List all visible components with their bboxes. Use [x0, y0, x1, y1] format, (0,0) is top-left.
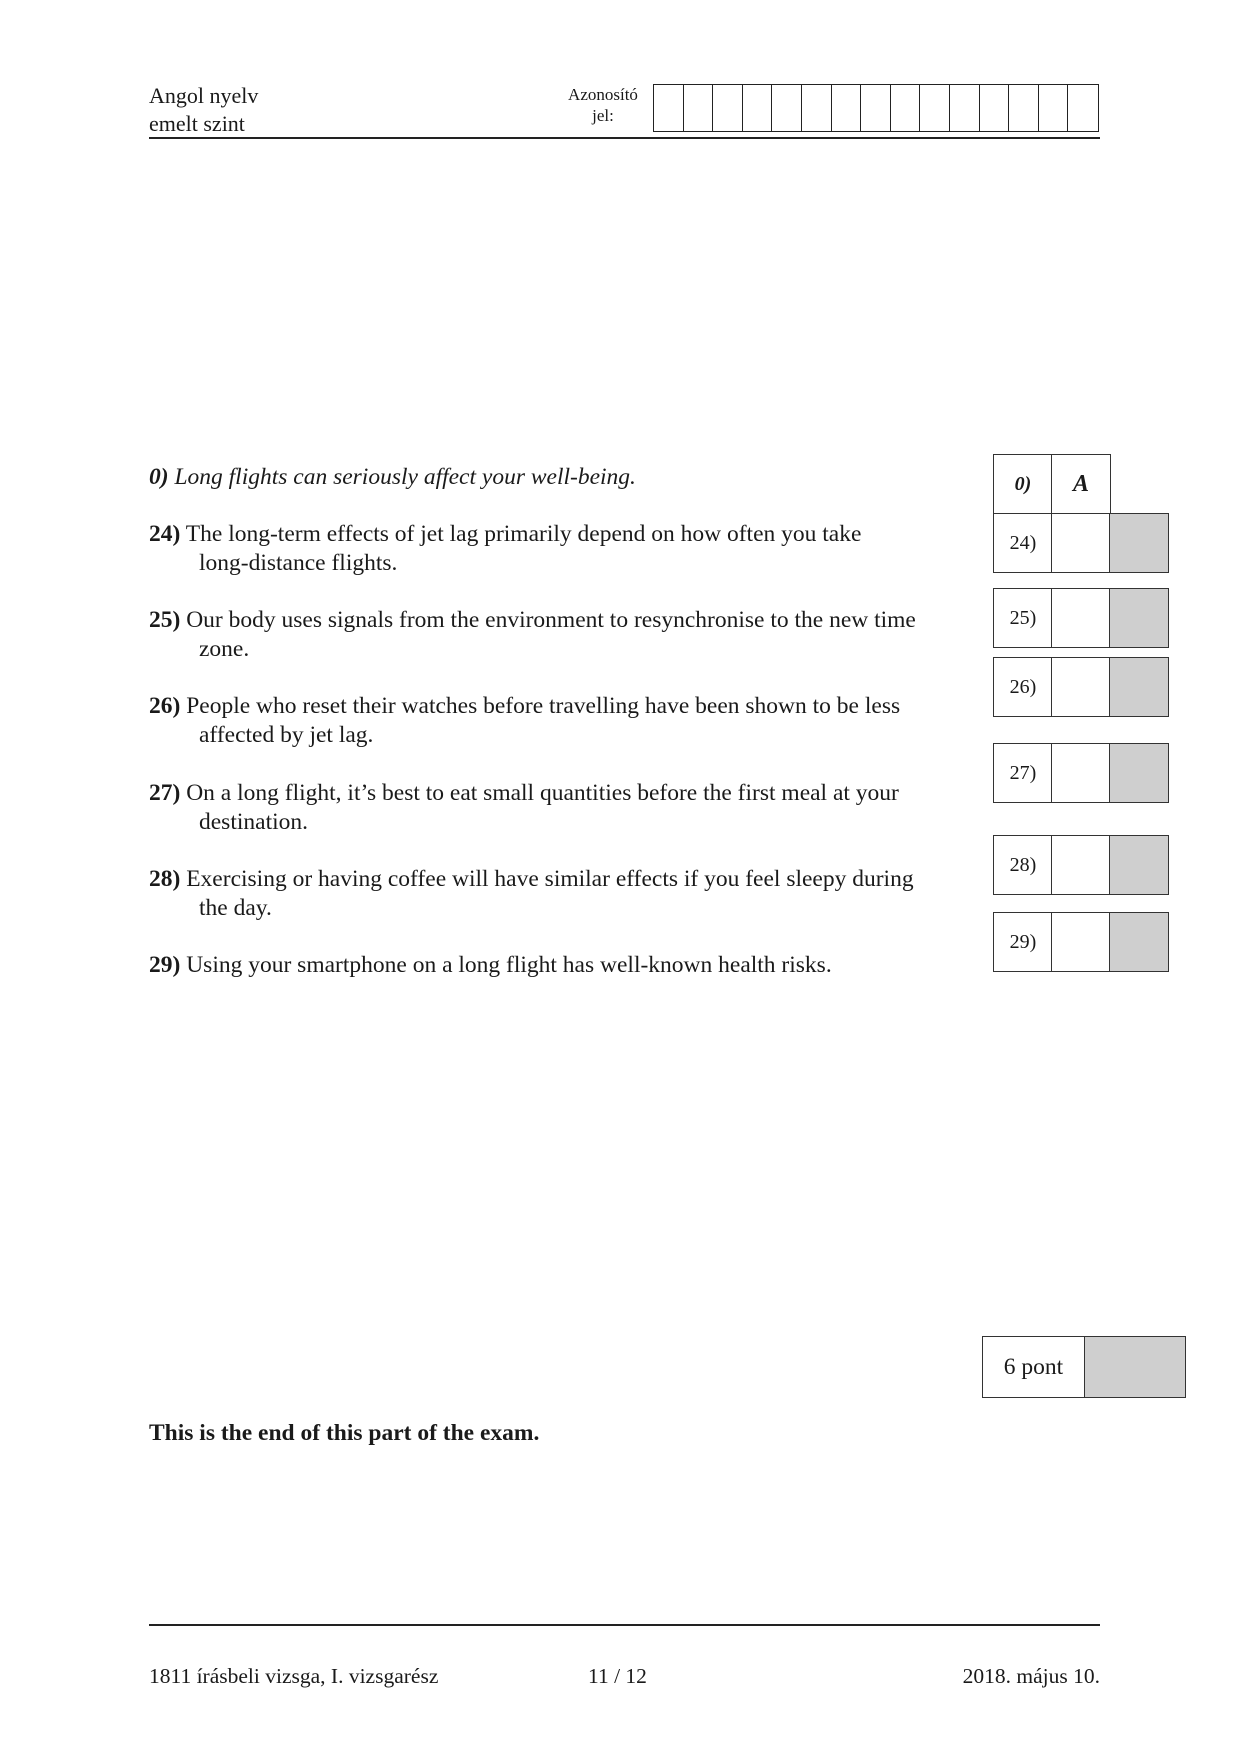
score-box: [982, 1336, 1186, 1398]
statement-number: 26): [149, 693, 181, 719]
answer-label-27: 27): [993, 743, 1053, 803]
id-code-box[interactable]: [684, 85, 714, 131]
score-cell-28: [1109, 835, 1169, 895]
footer-page-number: 11 / 12: [588, 1664, 647, 1688]
answer-label-24: 24): [993, 513, 1053, 573]
id-code-box[interactable]: [713, 85, 743, 131]
id-label: [556, 84, 650, 126]
statement-number: 24): [149, 521, 181, 547]
score-cell-24: [1109, 513, 1169, 573]
statement-text: Exercising or having coffee will have similar effects if you feel sleepy during: [186, 866, 914, 892]
answer-input-29[interactable]: [1051, 912, 1111, 972]
id-code-box[interactable]: [832, 85, 862, 131]
answer-input-25[interactable]: [1051, 588, 1111, 648]
answer-input-24[interactable]: [1051, 513, 1111, 573]
answer-example-value: A: [1051, 454, 1111, 514]
statement-text: On a long flight, it’s best to eat small quantities before the first meal at your: [186, 780, 899, 806]
statement-number: 28): [149, 866, 181, 892]
score-cell-26: [1109, 657, 1169, 717]
id-code-box[interactable]: [1009, 85, 1039, 131]
answer-label-26: 26): [993, 657, 1053, 717]
score-cell-29: [1109, 912, 1169, 972]
id-label-line1: Azonosító: [568, 85, 638, 104]
statement-28: [149, 865, 979, 923]
statement-text: Our body uses signals from the environment to resynchronise to the new time: [186, 607, 916, 633]
id-code-box[interactable]: [743, 85, 773, 131]
footer-rule: [149, 1624, 1100, 1626]
id-code-box[interactable]: [861, 85, 891, 131]
statement-text-cont: destination.: [199, 809, 308, 835]
score-label: 6 pont: [983, 1337, 1085, 1397]
answer-label-28: 28): [993, 835, 1053, 895]
id-code-box[interactable]: [891, 85, 921, 131]
footer-date: 2018. május 10.: [962, 1664, 1100, 1688]
answer-input-27[interactable]: [1051, 743, 1111, 803]
id-code-box[interactable]: [980, 85, 1010, 131]
statement-25: [149, 606, 979, 664]
footer-exam: 1811 írásbeli vizsga, I. vizsgarész: [149, 1664, 439, 1688]
statement-text: Using your smartphone on a long flight has well-known health risks.: [186, 952, 832, 978]
statement-text: The long-term effects of jet lag primarily depend on how often you take: [185, 521, 862, 547]
id-code-box[interactable]: [1068, 85, 1098, 131]
statement-example: [149, 463, 979, 492]
subject-label: Angol nyelv: [149, 83, 259, 108]
statement-27: [149, 779, 979, 837]
statement-26: [149, 692, 979, 750]
answer-label-29: 29): [993, 912, 1053, 972]
statement-text-cont: long-distance flights.: [199, 550, 398, 576]
statement-number: 25): [149, 607, 181, 633]
id-label-line2: jel:: [592, 106, 614, 125]
statement-text-cont: zone.: [199, 636, 250, 662]
header-rule: [149, 137, 1100, 139]
statement-text: Long flights can seriously affect your well-being.: [174, 464, 636, 490]
statement-29: [149, 951, 979, 980]
id-code-boxes[interactable]: [653, 84, 1099, 132]
statement-text: People who reset their watches before travelling have been shown to be less: [186, 693, 901, 719]
id-code-box[interactable]: [772, 85, 802, 131]
statement-number: 29): [149, 952, 181, 978]
statement-number: 27): [149, 780, 181, 806]
id-code-box[interactable]: [950, 85, 980, 131]
id-code-box[interactable]: [654, 85, 684, 131]
id-code-box[interactable]: [1039, 85, 1069, 131]
statement-24: [149, 520, 979, 578]
statement-text-cont: the day.: [199, 895, 272, 921]
score-value: [1085, 1337, 1185, 1397]
answer-input-28[interactable]: [1051, 835, 1111, 895]
id-code-box[interactable]: [802, 85, 832, 131]
answer-example-label: 0): [993, 454, 1053, 514]
answer-label-25: 25): [993, 588, 1053, 648]
level-label: emelt szint: [149, 111, 245, 136]
statement-text-cont: affected by jet lag.: [199, 722, 374, 748]
score-cell-27: [1109, 743, 1169, 803]
id-code-box[interactable]: [920, 85, 950, 131]
statement-number: 0): [149, 464, 169, 490]
end-of-part-note: This is the end of this part of the exam.: [149, 1420, 540, 1446]
header-subject-block: [149, 82, 258, 138]
score-cell-25: [1109, 588, 1169, 648]
answer-input-26[interactable]: [1051, 657, 1111, 717]
